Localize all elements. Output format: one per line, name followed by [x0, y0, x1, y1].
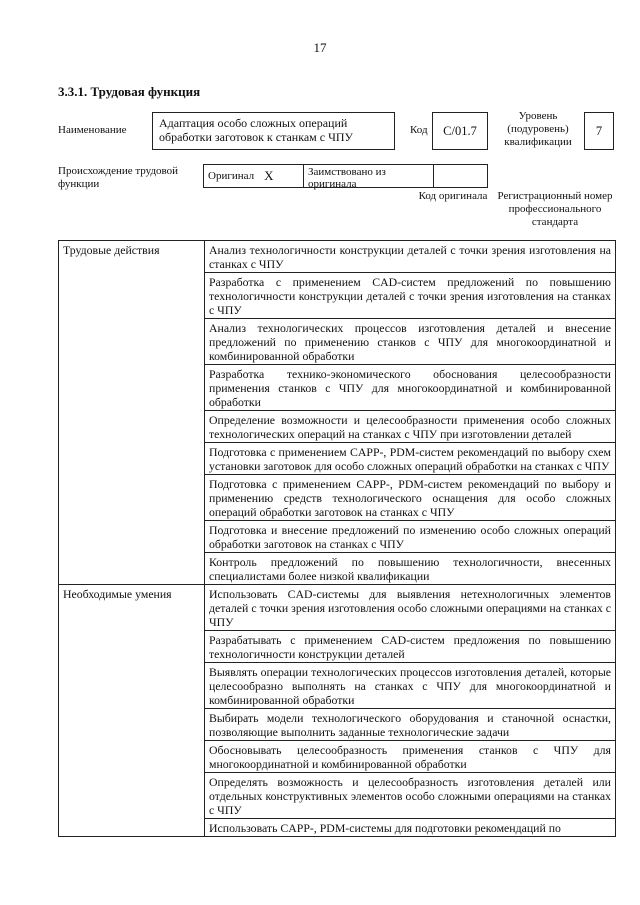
borrowed-cell: Заимствовано из оригинала	[304, 165, 434, 187]
description-cell: Использовать CAPP-, PDM-системы для подготовки рекомендаций по	[205, 819, 616, 837]
origin-row	[203, 164, 488, 188]
description-cell: Разрабатывать с применением CAD-систем предложения по повышению технологичности конструкции деталей	[205, 631, 616, 663]
reg-number-cell	[434, 165, 487, 187]
description-cell: Определять возможность и целесообразность изготовления деталей или отдельных конструктивных элементов особо сложными операциями на станках с ЧПУ	[205, 773, 616, 819]
description-cell: Контроль предложений по повышению технологичности, внесенных специалистами более низкой квалификации	[205, 553, 616, 585]
description-cell: Анализ технологичности конструкции деталей с точки зрения изготовления на станках с ЧПУ	[205, 241, 616, 273]
code-label: Код	[410, 124, 428, 136]
description-cell: Разработка с применением CAD-систем предложений по повышению технологичности конструкции деталей с точки зрения изготовления на станках с ЧПУ	[205, 273, 616, 319]
description-cell: Выявлять операции технологических процессов изготовления деталей, которые целесообразно выполнять на станках с ЧПУ для многокоординатной и комбинированной обработки	[205, 663, 616, 709]
description-cell: Использовать CAD-системы для выявления нетехнологичных элементов деталей с точки зрения изготовления особо сложными операциями на станках с ЧПУ	[205, 585, 616, 631]
function-name: Адаптация особо сложных операций обработки заготовок к станкам с ЧПУ	[152, 112, 395, 150]
description-cell: Разработка технико-экономического обоснования целесообразности применения станков с ЧПУ для многокоординатной и комбинированной обработки	[205, 365, 616, 411]
description-cell: Анализ технологических процессов изготовления деталей и внесение предложений по применению станков с ЧПУ для многокоординатной и комбинированной обработки	[205, 319, 616, 365]
description-cell: Подготовка с применением CAPP-, PDM-систем рекомендаций по выбору и применению средств технологического оснащения для особо сложных операций обработки заготовок на станках с ЧПУ	[205, 475, 616, 521]
description-cell: Определение возможности и целесообразности применения особо сложных технологических операций на станках с ЧПУ при изготовлении деталей	[205, 411, 616, 443]
description-cell: Подготовка с применением CAPP-, PDM-систем рекомендаций по выбору схем установки заготовок для особо сложных операций обработки на станках с ЧПУ	[205, 443, 616, 475]
page-number: 17	[313, 40, 327, 55]
category-cell: Трудовые действия	[59, 241, 205, 585]
category-cell: Необходимые умения	[59, 585, 205, 837]
origin-label: Происхождение трудовой функции	[58, 165, 179, 190]
original-cell	[204, 165, 304, 187]
qualification-level: 7	[584, 112, 614, 150]
table-row	[59, 241, 616, 273]
description-cell: Выбирать модели технологического оборудования и станочной оснастки, позволяющие выполнить заданные технологические задачи	[205, 709, 616, 741]
function-code: C/01.7	[432, 112, 488, 150]
description-cell: Подготовка и внесение предложений по изменению особо сложных операций обработки заготовок на станках с ЧПУ	[205, 521, 616, 553]
code-origin-caption: Код оригинала	[418, 190, 488, 202]
section-title: 3.3.1. Трудовая функция	[58, 84, 201, 99]
description-cell: Обосновывать целесообразность применения станков с ЧПУ для многокоординатной и комбинированной обработки	[205, 741, 616, 773]
original-mark: X	[264, 168, 274, 183]
name-label: Наименование	[58, 124, 127, 136]
reg-number-caption: Регистрационный номер профессионального стандарта	[497, 190, 613, 228]
original-label: Оригинал	[208, 170, 255, 182]
labor-function-table	[58, 240, 616, 837]
table-row	[59, 585, 616, 631]
level-label: Уровень (подуровень) квалификации	[504, 110, 572, 148]
